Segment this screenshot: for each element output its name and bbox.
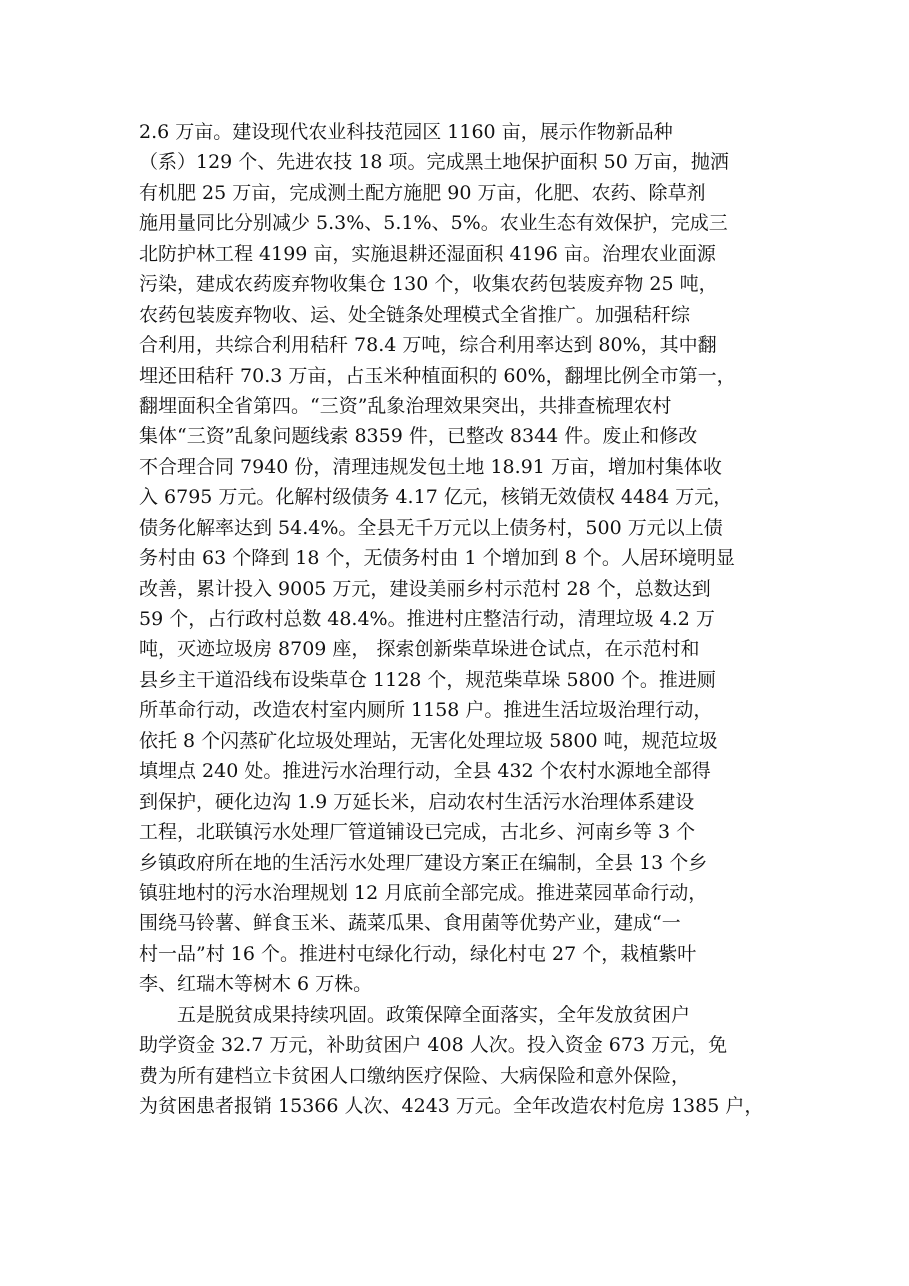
text-line: 集体“三资”乱象问题线索 8359 件，已整改 8344 件。废止和修改: [139, 425, 698, 448]
text-line: 到保护，硬化边沟 1.9 万延长米，启动农村生活污水治理体系建设: [139, 790, 695, 813]
text-line: 入 6795 万元。化解村级债务 4.17 亿元，核销无效债权 4484 万元，: [139, 486, 733, 509]
paragraph-rural-environment: [139, 117, 789, 1000]
text-line: 有机肥 25 万亩，完成测土配方施肥 90 万亩，化肥、农药、除草剂: [139, 181, 706, 204]
text-line: 为贫困患者报销 15366 人次、4243 万元。全年改造农村危房 1385 户，: [139, 1095, 764, 1117]
text-line: 五是脱贫成果持续巩固。政策保障全面落实，全年发放贫困户: [177, 1003, 691, 1026]
text-line: （系）129 个、先进农技 18 项。完成黑土地保护面积 50 万亩，抛洒: [139, 151, 729, 174]
paragraph-poverty-alleviation: [139, 1000, 789, 1122]
body-text: [139, 117, 789, 1121]
text-line: 埋还田秸秆 70.3 万亩，占玉米种植面积的 60%，翻埋比例全市第一，: [139, 364, 736, 387]
text-line: 镇驻地村的污水治理规划 12 月底前全部完成。推进菜园革命行动，: [139, 881, 708, 904]
text-line: 依托 8 个闪蒸矿化垃圾处理站，无害化处理垃圾 5800 吨，规范垃圾: [139, 729, 718, 752]
text-line: 务村由 63 个降到 18 个，无债务村由 1 个增加到 8 个。人居环境明显: [139, 547, 735, 570]
text-line: 填埋点 240 处。推进污水治理行动，全县 432 个农村水源地全部得: [139, 760, 711, 783]
text-line: 吨，灭迹垃圾房 8709 座， 探索创新柴草垛进仓试点，在示范村和: [139, 638, 700, 661]
text-line: 不合理合同 7940 份，清理违规发包土地 18.91 万亩，增加村集体收: [139, 455, 722, 478]
text-line: 施用量同比分别减少 5.3%、5.1%、5%。农业生态有效保护，完成三: [139, 212, 728, 235]
text-line: 工程，北联镇污水处理厂管道铺设已完成，古北乡、河南乡等 3 个: [139, 821, 696, 844]
text-line: 农药包装废弃物收、运、处全链条处理模式全省推广。加强秸秆综: [139, 303, 691, 326]
text-line: 李、红瑞木等树木 6 万株。: [139, 973, 373, 996]
text-line: 债务化解率达到 54.4%。全县无千万元以上债务村，500 万元以上债: [139, 516, 723, 539]
text-line: 乡镇政府所在地的生活污水处理厂建设方案正在编制，全县 13 个乡: [139, 851, 708, 874]
text-line: 污染，建成农药废弃物收集仓 130 个，收集农药包装废弃物 25 吨，: [139, 273, 718, 296]
text-line: 县乡主干道沿线布设柴草仓 1128 个，规范柴草垛 5800 个。推进厕: [139, 668, 716, 691]
text-line: 费为所有建档立卡贫困人口缴纳医疗保险、大病保险和意外保险，: [139, 1064, 691, 1087]
text-line: 北防护林工程 4199 亩，实施退耕还湿面积 4196 亩。治理农业面源: [139, 242, 716, 265]
text-line: 59 个，占行政村总数 48.4%。推进村庄整洁行动，清理垃圾 4.2 万: [139, 608, 715, 630]
text-line: 2.6 万亩。建设现代农业科技范园区 1160 亩，展示作物新品种: [139, 121, 673, 143]
text-line: 围绕马铃薯、鲜食玉米、蔬菜瓜果、食用菌等优势产业，建成“一: [139, 912, 681, 935]
text-line: 村一品”村 16 个。推进村屯绿化行动，绿化村屯 27 个，栽植紫叶: [139, 942, 697, 965]
text-line: 改善，累计投入 9005 万元，建设美丽乡村示范村 28 个，总数达到: [139, 577, 711, 600]
text-line: 所革命行动，改造农村室内厕所 1158 户。推进生活垃圾治理行动，: [139, 699, 713, 722]
text-line: 合利用，共综合利用秸秆 78.4 万吨，综合利用率达到 80%，其中翻: [139, 334, 717, 357]
text-line: 助学资金 32.7 万元，补助贫困户 408 人次。投入资金 673 万元，免: [139, 1034, 728, 1057]
text-line: 翻埋面积全省第四。“三资”乱象治理效果突出，共排查梳理农村: [139, 394, 672, 417]
